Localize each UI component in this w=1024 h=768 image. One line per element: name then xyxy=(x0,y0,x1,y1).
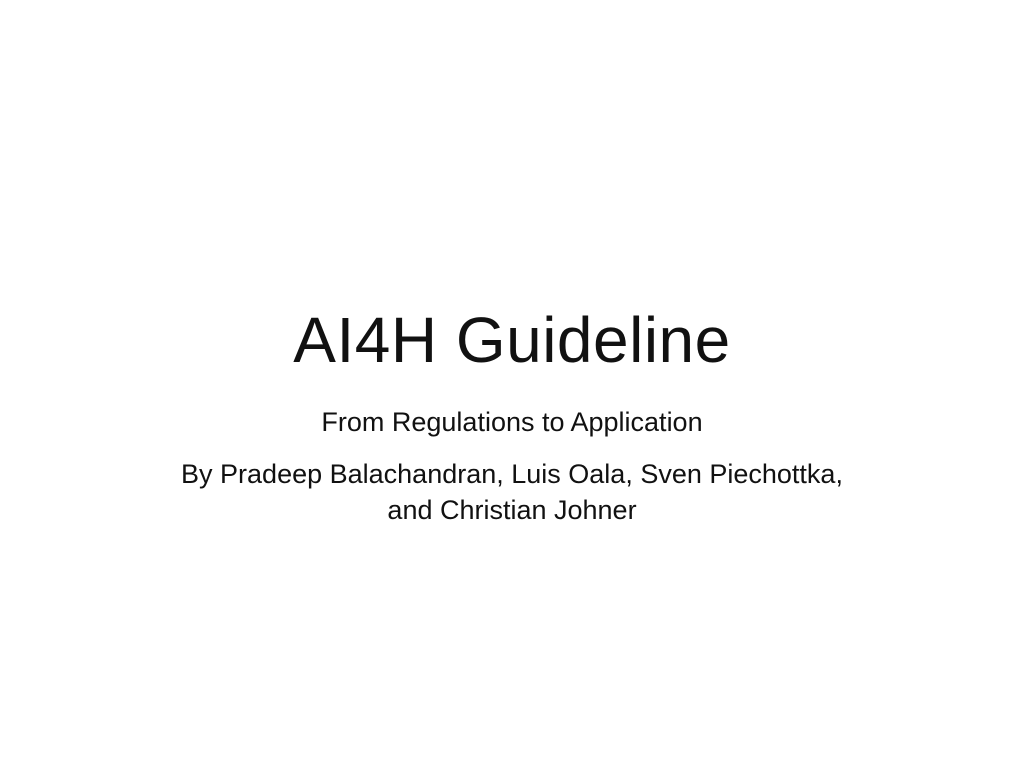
authors-text xyxy=(112,456,912,528)
slide-title: AI4H Guideline xyxy=(293,304,731,376)
authors-line-2: and Christian Johner xyxy=(387,495,637,525)
authors-line-1: By Pradeep Balachandran, Luis Oala, Sven Piechottka, xyxy=(181,459,843,489)
subtitle-block xyxy=(112,404,912,528)
slide-subtitle: From Regulations to Application xyxy=(321,407,703,437)
